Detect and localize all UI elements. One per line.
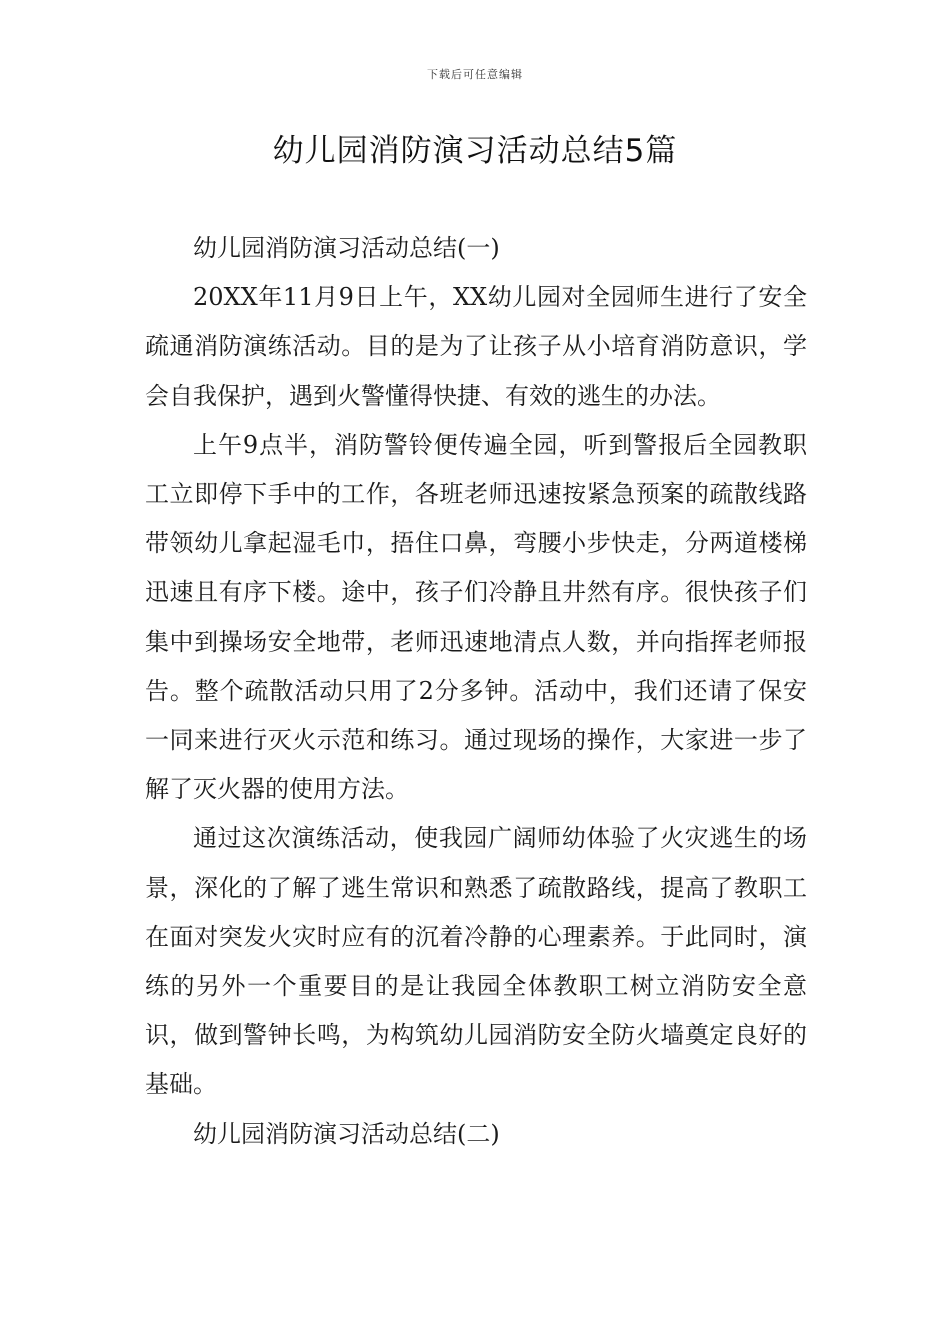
document-title: 幼儿园消防演习活动总结5篇 — [272, 133, 678, 169]
document-body — [145, 224, 807, 1159]
section-heading-1: 幼儿园消防演习活动总结(一) — [193, 234, 500, 262]
header-note: 下载后可任意编辑 — [427, 68, 523, 81]
paragraph-1: 20XX年11月9日上午，XX幼儿园对全园师生进行了安全疏通消防演练活动。目的是为了让孩子从小培育消防意识，学会自我保护，遇到火警懂得快捷、有效的逃生的办法。 — [145, 283, 807, 410]
paragraph-3: 通过这次演练活动，使我园广阔师幼体验了火灾逃生的场景，深化的了解了逃生常识和熟悉了疏散路线，提高了教职工在面对突发火灾时应有的沉着冷静的心理素养。于此同时，演练的另外一个重要目的是让我园全体教职工树立消防安全意识，做到警钟长鸣，为构筑幼儿园消防安全防火墙奠定良好的基础。 — [145, 824, 807, 1099]
section-heading-2: 幼儿园消防演习活动总结(二) — [193, 1119, 500, 1148]
paragraph-2: 上午9点半，消防警铃便传遍全园，听到警报后全园教职工立即停下手中的工作，各班老师迅速按紧急预案的疏散线路带领幼儿拿起湿毛巾，捂住口鼻，弯腰小步快走，分两道楼梯迅速且有序下楼。途中，孩子们冷静且井然有序。很快孩子们集中到操场安全地带，老师迅速地清点人数，并向指挥老师报告。整个疏散活动只用了2分多钟。活动中，我们还请了保安一同来进行灭火示范和练习。通过现场的操作，大家进一步了解了灭火器的使用方法。 — [145, 430, 807, 804]
